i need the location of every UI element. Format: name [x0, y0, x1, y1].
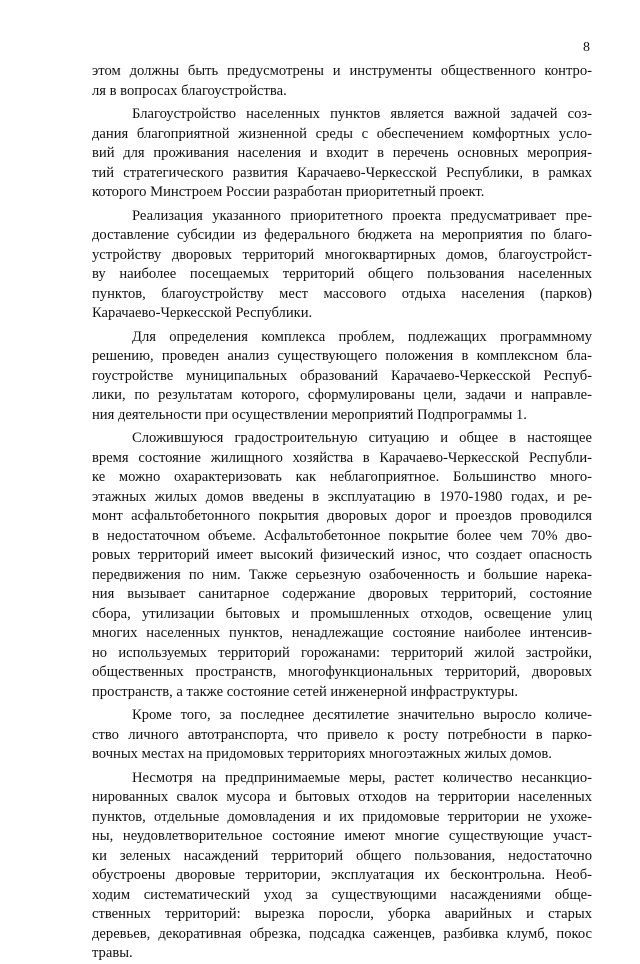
text-line: но используемых территорий горожанами: территорий жилой застройки,	[92, 644, 592, 661]
text-line: вочных местах на придомовых территориях многоэтажных жилых домов.	[92, 746, 552, 762]
text-line: гоустройстве муниципальных образований Карачаево-Черкесской Респуб-	[92, 367, 592, 384]
text-line: Благоустройство населенных пунктов является важной задачей соз-	[132, 106, 592, 122]
paragraph	[92, 328, 592, 426]
text-line: передвижения по ним. Также серьезную озабоченность и большие нарека-	[92, 566, 592, 583]
text-line: травы.	[92, 945, 133, 961]
text-line: в недостаточном объеме. Асфальтобетонное покрытие более чем 70% дво-	[92, 527, 592, 544]
paragraph	[92, 706, 592, 765]
text-line: ки зеленых насаждений территорий общего пользования, недостаточно	[92, 847, 592, 864]
page-number: 8	[583, 40, 590, 55]
text-line: которого Минстроем России разработан приоритетный проект.	[92, 184, 485, 200]
text-line: ля в вопросах благоустройства.	[92, 82, 287, 99]
text-line: решению, проведен анализ существующего положения в комплексном бла-	[92, 348, 592, 364]
text-line: Реализация указанного приоритетного проекта предусматривает пре-	[132, 207, 592, 224]
paragraph	[92, 769, 592, 964]
text-line: Карачаево-Черкесской Республики.	[92, 305, 313, 321]
text-line: ровых территорий имеет высокий физический износ, что создает опасность	[92, 547, 592, 563]
text-line: ходим систематический уход за существующими насаждениями обще-	[92, 886, 592, 903]
text-line: многих населенных пунктов, ненадлежащие состояние наиболее интенсив-	[92, 625, 592, 641]
text-line: сбора, утилизации бытовых и промышленных отходов, освещение улиц	[92, 605, 592, 622]
text-line: пунктов, отдельные домовладения и их придомовые территории не ухоже-	[92, 808, 592, 825]
text-line: ство личного автотранспорта, что привело к росту потребности в парко-	[92, 726, 592, 743]
text-line: монт асфальтобетонного покрытия дворовых дорог и проездов проводился	[92, 508, 592, 524]
text-line: нированных свалок мусора и бытовых отходов на территории населенных	[92, 789, 592, 805]
text-line: дания благоприятной жизненной среды с обеспечением комфортных усло-	[92, 125, 592, 142]
text-line: Несмотря на предпринимаемые меры, растет количество несанкцио-	[132, 769, 592, 786]
text-line: этажных жилых домов введены в эксплуатацию в 1970-1980 годах, и ре-	[92, 488, 592, 505]
text-line: этом должны быть предусмотрены и инструменты общественного контро-	[92, 63, 592, 79]
text-line: ственных территорий: вырезка поросли, уборка аварийных и старых	[92, 906, 592, 922]
text-line: устройству дворовых территорий многоквартирных домов, благоустройст-	[92, 246, 592, 263]
text-line: доставление субсидии из федерального бюджета на мероприятия по благо-	[92, 227, 592, 243]
paragraph	[92, 62, 592, 101]
text-line: время состояние жилищного хозяйства в Карачаево-Черкесской Республи-	[92, 449, 592, 466]
text-line: вий для проживания населения и входит в перечень основных мероприя-	[92, 145, 592, 161]
document-body	[92, 62, 592, 964]
paragraph	[92, 429, 592, 702]
text-line: ны, неудовлетворительное состояние имеют многие существующие участ-	[92, 828, 592, 844]
text-line: Кроме того, за последнее десятилетие значительно выросло количе-	[132, 707, 592, 723]
text-line: ния вызывает санитарное содержание дворовых территорий, состояние	[92, 586, 592, 602]
text-line: пространств, а также состояние сетей инженерной инфраструктуры.	[92, 683, 518, 700]
text-line: обустроены дворовые территории, эксплуатация их бесконтрольна. Необ-	[92, 867, 592, 883]
text-line: Для определения комплекса проблем, подлежащих программному	[132, 328, 592, 345]
text-line: общественных пространств, многофункциональных территорий, дворовых	[92, 664, 592, 680]
text-line: ния деятельности при осуществлении мероприятий Подпрограммы 1.	[92, 406, 527, 423]
text-line: Сложившуюся градостроительную ситуацию и общее в настоящее	[132, 430, 592, 446]
text-line: ке можно охарактеризовать как неблагоприятное. Большинство много-	[92, 469, 592, 485]
paragraph	[92, 207, 592, 324]
text-line: пунктов, благоустройству мест массового отдыха населения (парков)	[92, 285, 592, 302]
text-line: лики, по результатам которого, сформулированы цели, задачи и направле-	[92, 387, 592, 403]
text-line: тий стратегического развития Карачаево-Черкесской Республики, в рамках	[92, 164, 592, 181]
text-line: ву наиболее посещаемых территорий общего пользования населенных	[92, 266, 592, 282]
paragraph	[92, 105, 592, 203]
text-line: деревьев, декоративная обрезка, подсадка саженцев, разбивка клумб, покос	[92, 925, 592, 942]
